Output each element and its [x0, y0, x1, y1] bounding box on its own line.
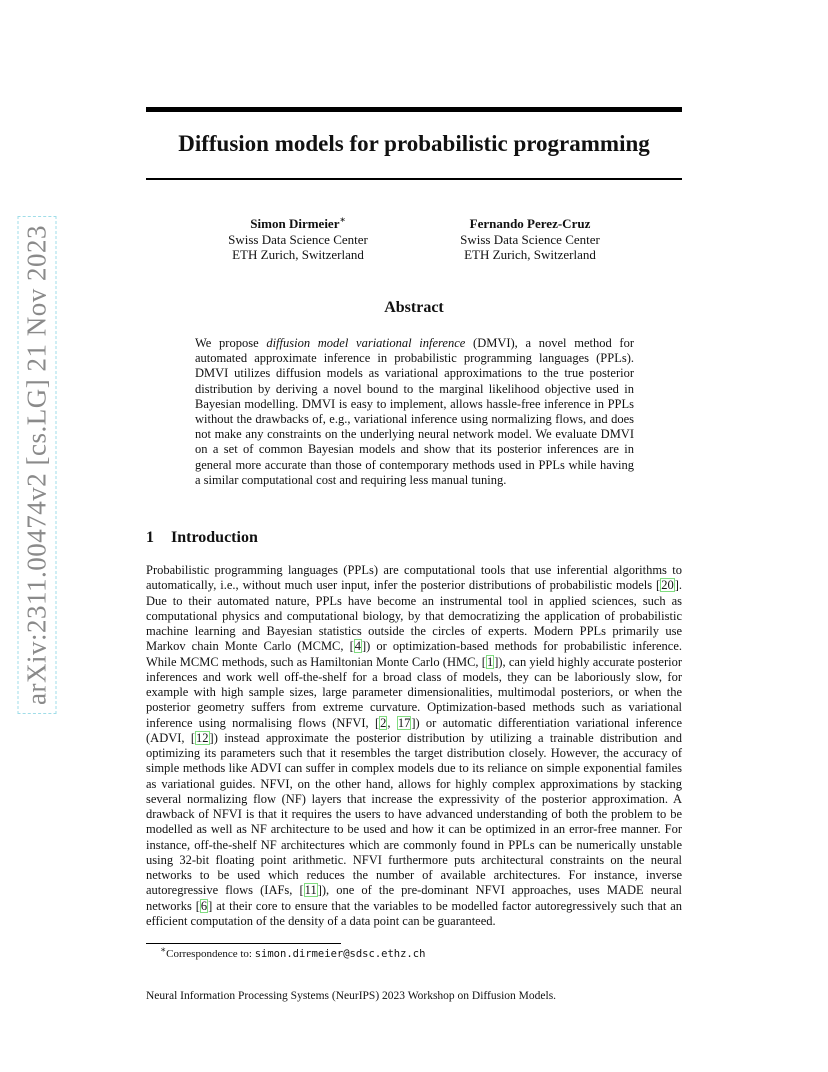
footnote-rule [146, 943, 341, 944]
citation-link[interactable]: 2 [380, 715, 387, 730]
footnote-marker: ∗ [339, 214, 346, 225]
footnote-marker: ∗ [160, 944, 167, 955]
citation-link[interactable]: 17 [397, 715, 411, 730]
citation-link[interactable]: 20 [661, 578, 674, 593]
venue-note: Neural Information Processing Systems (NeurIPS) 2023 Workshop on Diffusion Models. [146, 990, 557, 1002]
title-bottom-rule [146, 178, 682, 180]
author-name: Fernando Perez-Cruz [469, 216, 591, 231]
citation-link[interactable]: 11 [304, 883, 317, 898]
author-location: ETH Zurich, Switzerland [464, 247, 596, 262]
author-location: ETH Zurich, Switzerland [232, 247, 364, 262]
author-block-2 [420, 216, 640, 263]
correspondence-email[interactable]: simon.dirmeier@sdsc.ethz.ch [254, 948, 426, 960]
arxiv-identifier-stamp: arXiv:2311.00474v2 [cs.LG] 21 Nov 2023 [19, 217, 56, 713]
section-title: Introduction [171, 529, 258, 546]
abstract-text: We propose diffusion model variational inference (DMVI), a novel method for automated approximate inference in probabilistic programming languages (PPLs). DMVI utilizes diffusion models as variational approximations to the true posterior distribution by deriving a novel bound to the marginal likelihood objective used in Bayesian modelling. DMVI is easy to implement, allows hassle-free inference in PPLs without the drawbacks of, e.g., variational inference using normalizing flows, and does not make any constraints on the underlying neural network model. We evaluate DMVI on a set of common Bayesian models and show that its posterior inferences are in general more accurate than those of contemporary methods used in PPLs while having a similar computational cost and requiring less manual tuning. [195, 336, 634, 487]
citation-link[interactable]: 1 [486, 654, 494, 669]
emphasized-term: diffusion model variational inference [266, 336, 466, 350]
paper-title: Diffusion models for probabilistic programming [178, 131, 650, 156]
author-affiliation: Swiss Data Science Center [460, 231, 600, 247]
section-heading [146, 529, 258, 547]
footnote: ∗Correspondence to: simon.dirmeier@sdsc.ethz.ch [160, 944, 426, 960]
author-name: Simon Dirmeier∗ [250, 214, 346, 231]
author-affiliation: Swiss Data Science Center [228, 231, 368, 247]
title-top-rule [146, 107, 682, 112]
citation-link[interactable]: 6 [200, 898, 208, 913]
citation-link[interactable]: 12 [196, 730, 209, 745]
abstract-heading: Abstract [384, 299, 444, 316]
introduction-paragraph: Probabilistic programming languages (PPLs) are computational tools that use inferential algorithms to automatically, i.e., without much user input, infer the posterior distributions of probabilistic models [20]. Due to their automated nature, PPLs have become an instrumental tool in applied sciences, such as computational physics and computational biology, by that democratizing the application of probabilistic machine learning and Bayesian statistics outside the circles of experts. Modern PPLs primarily use Markov chain Monte Carlo (MCMC, [4]) or optimization-based methods for probabilistic inference. While MCMC methods, such as Hamiltonian Monte Carlo (HMC, [1]), can yield highly accurate posterior inferences and work well off-the-shelf for a broad class of models, they can be laboriously slow, for example with high sample sizes, large parameter dimensionalities, multimodal posteriors, or when the posterior geometry suffers from extreme curvature. Optimization-based methods such as variational inference using normalising flows (NFVI, [2, 17]) or automatic differentiation variational inference (ADVI, [12]) instead approximate the posterior distribution by utilizing a trainable distribution and optimizing its parameters such that it resembles the target distribution closely. However, the accuracy of simple methods like ADVI can suffer in complex models due to its reliance on simple exponential familes as variational guides. NFVI, on the other hand, allows for highly complex approximations by stacking several normalizing flow (NF) layers that increase the expressivity of the posterior approximation. A drawback of NFVI is that it requires the users to have advanced understanding of both the problem to be modelled as well as NF architecture to be used and how it can be optimized in an error-free manner. For instance, off-the-shelf NF architectures which are commonly found in PPLs can be numerically unstable using 32-bit floating point arithmetic. NFVI furthermore puts architectural constraints on the neural networks to be used which reduces the number of available architectures. For instance, inverse autoregressive flows (IAFs, [11]), one of the pre-dominant NFVI approaches, uses MADE neural networks [6] at their core to ensure that the variables to be modelled factor autoregressively such that an efficient computation of the density of a data point can be guaranteed. [146, 563, 683, 928]
citation-link[interactable]: 4 [354, 639, 361, 654]
section-number: 1 [146, 529, 154, 546]
author-block-1 [188, 216, 408, 263]
